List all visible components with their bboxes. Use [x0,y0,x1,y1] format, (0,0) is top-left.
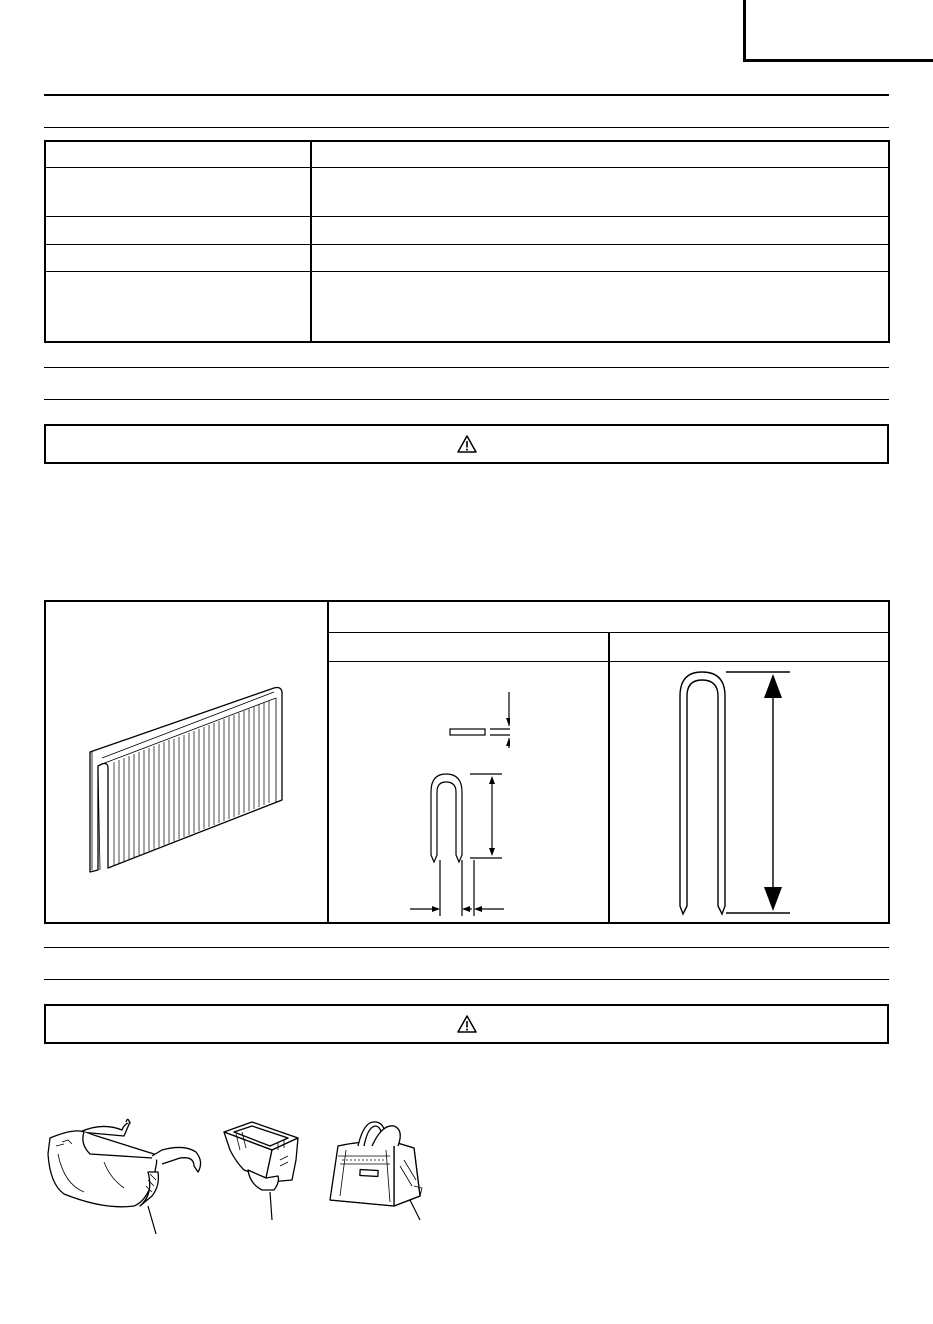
table-row-divider [46,216,888,217]
table-column-divider [327,602,329,922]
table-column-divider [608,633,610,922]
corner-tab [743,0,933,62]
section-rule-top [44,94,889,96]
staple-strip-illustration [78,682,288,874]
nose-cap-icon [222,1120,302,1224]
fasteners-warning-box [44,424,889,464]
carrying-bag-icon [324,1120,428,1224]
warning-triangle-icon [457,1015,477,1033]
section-rule [44,979,889,980]
table-row-divider [46,271,888,272]
table-column-divider [310,142,312,341]
staple-length-diagram [670,668,800,918]
section-rule [44,367,889,368]
safety-glasses-icon [44,1114,208,1238]
section-rule [44,947,889,948]
table-row-divider [46,167,888,168]
staple-dimension-diagram [400,690,510,920]
table-row-divider [329,632,888,633]
table-row-divider [46,244,888,245]
warning-triangle-icon [457,435,477,453]
accessories-warning-box [44,1004,889,1044]
section-rule [44,399,889,400]
section-rule [44,127,889,128]
table-row-divider [329,661,888,662]
specifications-table [44,140,890,343]
